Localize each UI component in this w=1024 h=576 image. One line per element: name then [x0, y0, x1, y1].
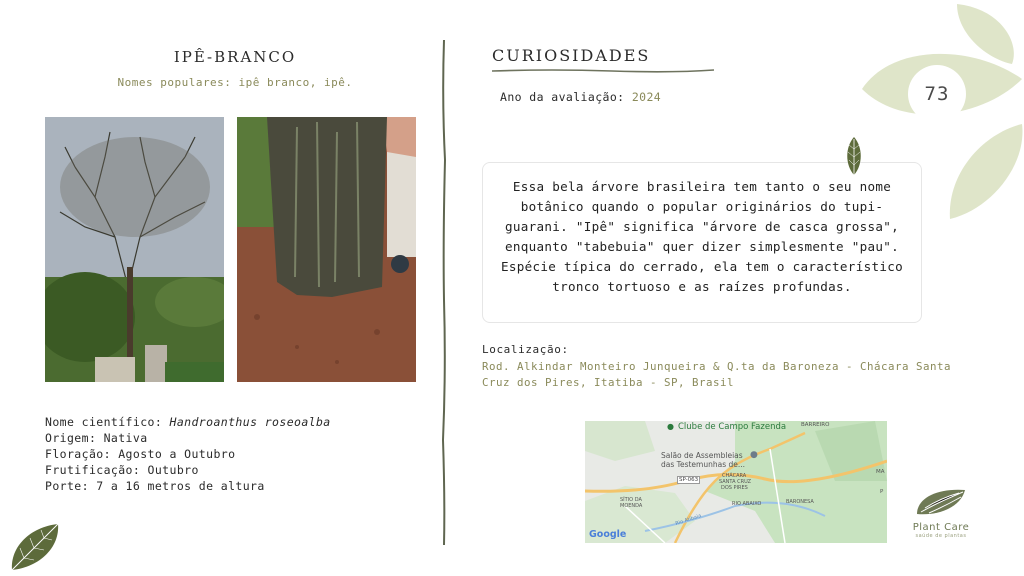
page-number: 73: [908, 65, 966, 123]
column-divider: [440, 40, 448, 545]
evaluation-year: Ano da avaliação: 2024: [500, 90, 662, 104]
map-label-sitio-2: MOENDA: [620, 503, 643, 509]
map-label-rio: Rio Atibaia: [674, 512, 703, 528]
title-underline: [492, 68, 714, 74]
scientific-name: Nome científico: Handroanthus roseoalba: [45, 415, 331, 429]
map-label-rio-abaixo: RIO ABAIXO: [732, 501, 762, 507]
trunk-photo: [237, 117, 416, 382]
map-label-baronesa: BARONESA: [786, 499, 814, 505]
map-pin-salao[interactable]: ●: [750, 450, 758, 460]
location-map[interactable]: [585, 421, 887, 543]
map-label-chacara-1: CHÁCARA: [722, 473, 747, 479]
map-label-club: Clube de Campo Fazenda: [678, 422, 787, 432]
map-label-chacara-3: DOS PIRES: [721, 485, 748, 491]
fruiting: Frutificação: Outubro: [45, 463, 199, 477]
popular-names: Nomes populares: ipê branco, ipê.: [117, 76, 353, 89]
corner-leaf-icon: [10, 522, 62, 572]
map-label-chacara-2: SANTA CRUZ: [719, 479, 752, 485]
size: Porte: 7 a 16 metros de altura: [45, 479, 265, 493]
location-address: Rod. Alkindar Monteiro Junqueira & Q.ta da Baroneza - Chácara Santa Cruz dos Pires, Itatiba - SP, Brasil: [482, 360, 952, 389]
origin: Origem: Nativa: [45, 431, 148, 445]
map-pin-club[interactable]: ●: [667, 422, 674, 431]
curiosities-title: CURIOSIDADES: [492, 46, 651, 65]
map-label-barreiro: BARREIRO: [801, 422, 830, 428]
location-label: Localização:: [482, 343, 569, 356]
curiosity-card: [482, 162, 922, 323]
brand-tagline: saúde de plantas: [915, 533, 967, 539]
map-label-edge-p: P: [880, 489, 884, 495]
map-label-salao-1: Salão de Assembleias: [661, 451, 743, 460]
map-road-sign: SP-063: [679, 477, 699, 483]
plant-care-logo: [904, 486, 978, 542]
flowering: Floração: Agosto a Outubro: [45, 447, 236, 461]
brand-name: Plant Care: [912, 522, 970, 533]
species-facts: [45, 414, 331, 494]
curiosity-text: Essa bela árvore brasileira tem tanto o seu nome botânico quando o popular originários do tupi-guarani. "Ipê" significa "árvore de casca grossa", enquanto "tabebuia" quer dizer simplesmente "pau". Espécie típica do cerrado, ela tem o característico tronco tortuoso e as raízes profundas.: [501, 179, 903, 294]
tree-photo: [45, 117, 224, 382]
map-label-edge-ma: MA: [876, 469, 885, 475]
logo-leaf-icon: [913, 486, 969, 516]
map-label-salao-2: das Testemunhas de...: [661, 460, 746, 469]
map-label-sitio-1: SÍTIO DA: [620, 497, 642, 503]
google-logo: Google: [589, 529, 627, 540]
species-title: IPÊ-BRANCO: [173, 48, 297, 66]
